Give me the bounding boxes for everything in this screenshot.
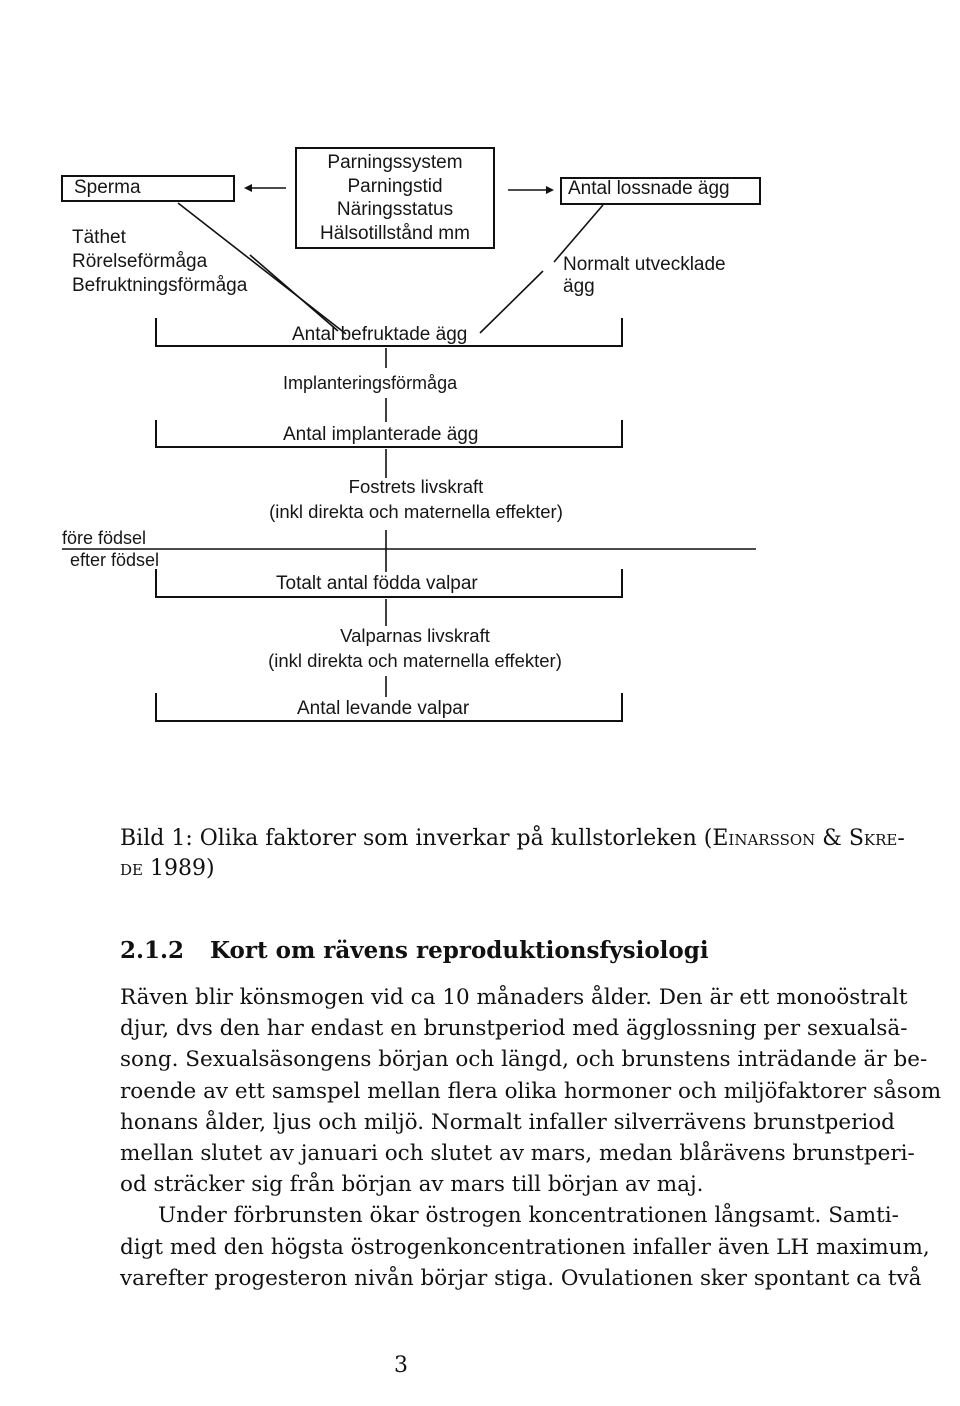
body-line-7: od sträcker sig från början av mars till början av maj. (120, 1172, 704, 1198)
body-line-4: roende av ett samspel mellan flera olika hormoner och miljöfaktorer såsom (120, 1078, 942, 1104)
valparnas-line-1: Valparnas livskraft (340, 625, 490, 646)
body-text (120, 982, 942, 1294)
caption-year: 1989) (142, 856, 215, 881)
levande-label: Antal levande valpar (297, 698, 470, 719)
body-line-2: djur, dvs den har endast en brunstperiod med ägglossning per sexualsä- (120, 1016, 908, 1042)
caption-prefix: Bild 1: Olika faktorer som inverkar på kullstorleken ( (120, 826, 713, 851)
sperma-factor-1: Täthet (72, 227, 126, 248)
body-line-10: varefter progesteron nivån börjar stiga. Ovulationen sker spontant ca två (120, 1265, 922, 1291)
implantering-factor: Implanteringsförmåga (283, 373, 458, 393)
sperma-factor-2: Rörelseförmåga (72, 251, 208, 272)
efter-fodsel-label: efter födsel (70, 550, 160, 570)
body-line-6: mellan slutet av januari och slutet av mars, medan blårävens brunstperi- (120, 1141, 915, 1167)
arrow-left-head (244, 184, 252, 192)
body-line-3: song. Sexualsäsongens början och längd, och brunstens inträdande är be- (120, 1047, 928, 1073)
right-factor-line-1: Normalt utvecklade (563, 254, 726, 275)
fore-fodsel-label: före födsel (62, 528, 147, 548)
fostrets-factor (236, 474, 596, 524)
page-number: 3 (394, 1353, 408, 1378)
caption-author-2a: Skre- (848, 826, 905, 851)
section-heading (120, 937, 709, 964)
figure-caption-line-1 (120, 826, 905, 851)
totalt-label: Totalt antal födda valpar (276, 573, 478, 594)
section-title: Kort om rävens reproduktionsfysiologi (210, 937, 709, 964)
valparnas-factor (232, 623, 598, 673)
sperma-box-label: Sperma (74, 177, 141, 198)
body-line-9: digt med den högsta östrogenkoncentrationen infaller även LH maximum, (120, 1234, 930, 1260)
top-box-line-2: Parningstid (347, 175, 443, 197)
diag-right-bottom (480, 271, 543, 333)
fostrets-line-1: Fostrets livskraft (348, 476, 484, 497)
body-line-5: honans ålder, ljus och miljö. Normalt infaller silverrävens brunstperiod (120, 1109, 895, 1135)
top-box-line-3: Näringsstatus (336, 199, 454, 220)
top-box-text (296, 151, 494, 245)
right-factor (563, 254, 726, 298)
body-line-8: Under förbrunsten ökar östrogen koncentrationen långsamt. Samti- (158, 1203, 899, 1229)
section-number: 2.1.2 (120, 937, 185, 964)
caption-author-1: Einarsson (712, 826, 816, 851)
caption-author-2b: de (120, 856, 143, 881)
fostrets-line-2: (inkl direkta och maternella effekter) (269, 501, 563, 522)
valparnas-line-2: (inkl direkta och maternella effekter) (268, 650, 562, 671)
diag-sperma-bottom (250, 255, 338, 331)
top-box-line-4: Hälsotillstånd mm (320, 222, 470, 244)
body-line-1: Räven blir könsmogen vid ca 10 månaders ålder. Den är ett monoöstralt (120, 985, 908, 1010)
right-factor-line-2: ägg (563, 276, 595, 297)
right-box-label: Antal lossnade ägg (568, 178, 730, 199)
caption-amp: & (815, 826, 849, 851)
figure-caption-line-2 (120, 856, 215, 881)
befruktade-label: Antal befruktade ägg (292, 324, 468, 345)
top-box-line-1: Parningssystem (327, 152, 463, 173)
sperma-factor-3: Befruktningsförmåga (72, 275, 248, 296)
implanterade-label: Antal implanterade ägg (283, 424, 479, 445)
sperma-factors (72, 226, 247, 298)
arrow-right-head (546, 186, 554, 194)
